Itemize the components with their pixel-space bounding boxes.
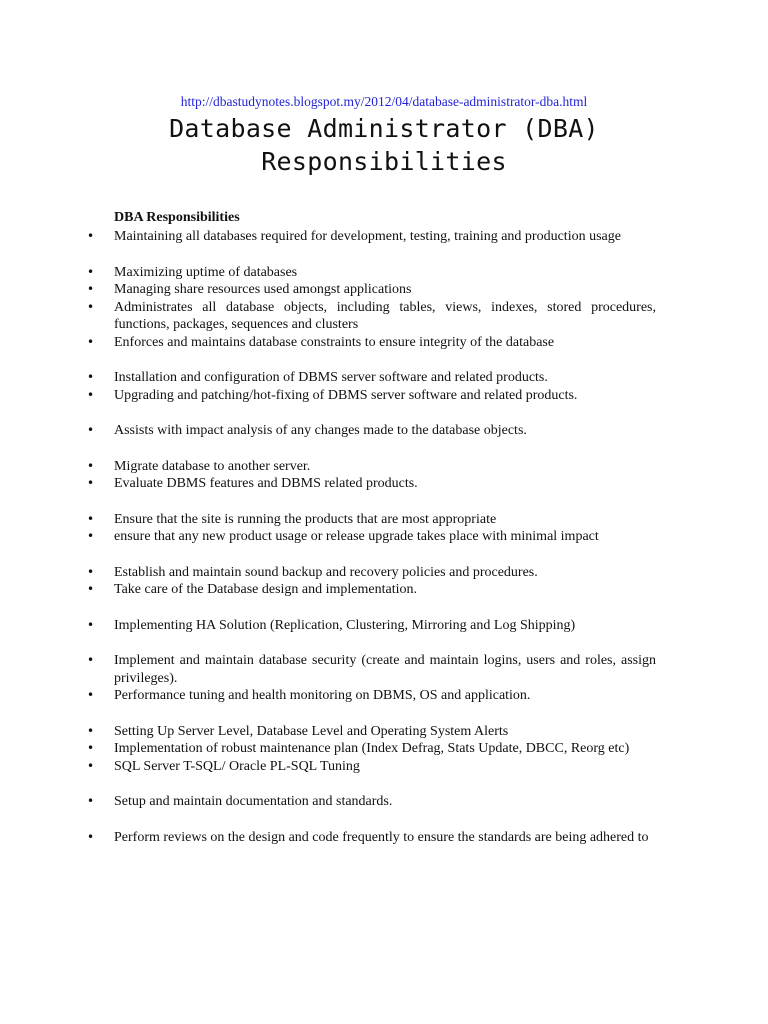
list-item: • Take care of the Database design and implementation. (84, 581, 656, 599)
list-item: • Maintaining all databases required for development, testing, training and production usage (84, 228, 656, 246)
list-item: • Migrate database to another server. (84, 458, 656, 476)
page-title (0, 112, 768, 178)
list-item: • ensure that any new product usage or release upgrade takes place with minimal impact (84, 528, 656, 546)
list-item: • Implementation of robust maintenance plan (Index Defrag, Stats Update, DBCC, Reorg etc) (84, 740, 656, 758)
title-line-2: Responsibilities (261, 147, 507, 176)
list-item: • SQL Server T-SQL/ Oracle PL-SQL Tuning (84, 758, 656, 776)
section-heading: DBA Responsibilities (114, 210, 240, 225)
list-item: • Administrates all database objects, including tables, views, indexes, stored procedures, functions, packages, sequences and clusters (84, 299, 656, 334)
list-item: • Maximizing uptime of databases (84, 264, 656, 282)
list-item: • Performance tuning and health monitoring on DBMS, OS and application. (84, 687, 656, 705)
list-item: • Setup and maintain documentation and standards. (84, 793, 656, 811)
list-item: • Upgrading and patching/hot-fixing of DBMS server software and related products. (84, 387, 656, 405)
source-link[interactable]: http://dbastudynotes.blogspot.my/2012/04/database-administrator-dba.html (180, 94, 588, 109)
list-item: • Assists with impact analysis of any changes made to the database objects. (84, 422, 656, 440)
list-item: • Evaluate DBMS features and DBMS related products. (84, 475, 656, 493)
list-item: • Implement and maintain database security (create and maintain logins, users and roles, assign privileges). (84, 652, 656, 687)
list-item: • Establish and maintain sound backup and recovery policies and procedures. (84, 564, 656, 582)
title-line-1: Database Administrator (DBA) (169, 114, 599, 143)
list-item: • Enforces and maintains database constraints to ensure integrity of the database (84, 334, 656, 352)
list-item: • Implementing HA Solution (Replication, Clustering, Mirroring and Log Shipping) (84, 617, 656, 635)
list-item: • Ensure that the site is running the products that are most appropriate (84, 511, 656, 529)
list-item: • Setting Up Server Level, Database Level and Operating System Alerts (84, 723, 656, 741)
responsibilities-list (84, 228, 656, 846)
list-item: • Perform reviews on the design and code frequently to ensure the standards are being adhered to (84, 829, 656, 847)
list-item: • Managing share resources used amongst applications (84, 281, 656, 299)
list-item: • Installation and configuration of DBMS server software and related products. (84, 369, 656, 387)
